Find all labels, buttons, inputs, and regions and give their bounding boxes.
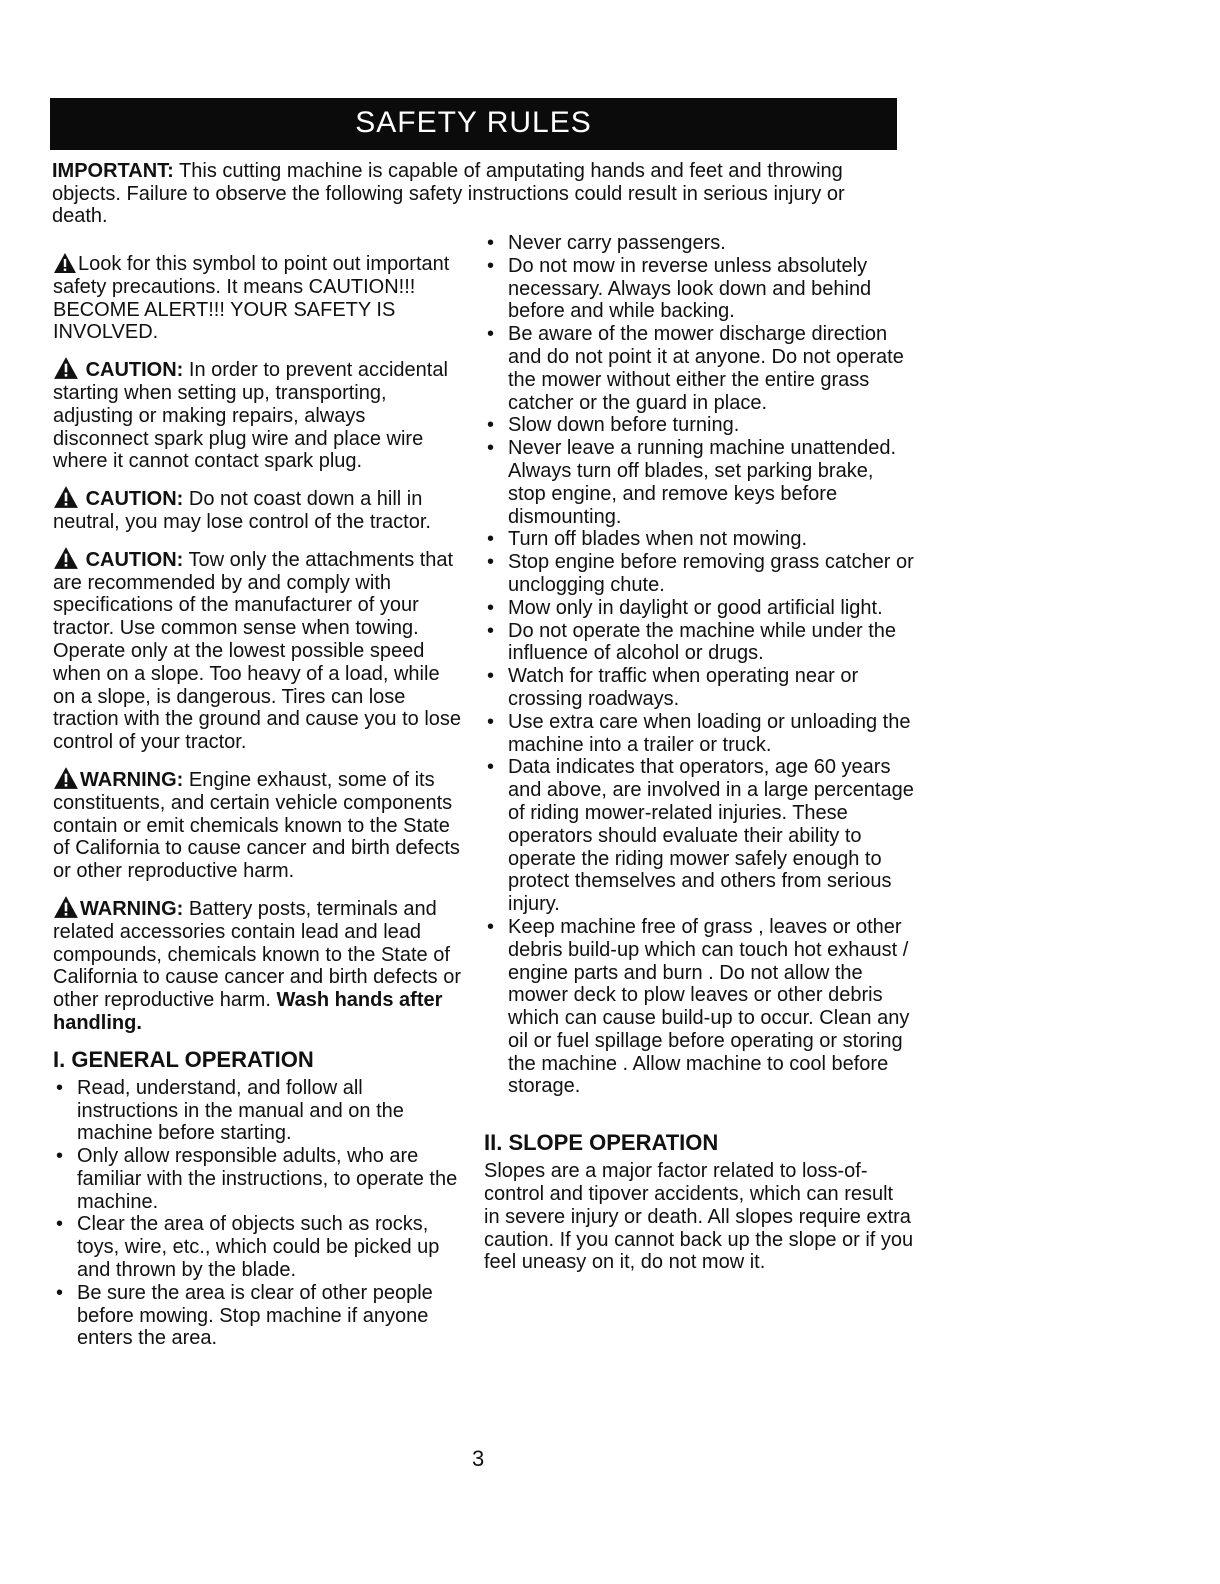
list-item-text: Do not mow in reverse unless absolutely necessary. Always look down and behind before and while backing. <box>508 254 872 323</box>
list-item <box>53 1282 463 1350</box>
left-column <box>53 252 463 1350</box>
bullet-icon: • <box>56 1213 64 1236</box>
warning-label: WARNING: <box>80 768 184 791</box>
bullet-icon: • <box>487 756 495 779</box>
list-item-text: Never leave a running machine unattended. Always turn off blades, set parking brake, stop engine, and remove keys before dismounting. <box>508 437 897 528</box>
bullet-icon: • <box>56 1281 64 1304</box>
warning-triangle-icon <box>53 252 77 274</box>
symbol-note <box>53 252 463 344</box>
warning-triangle-icon <box>53 766 79 790</box>
list-item <box>484 323 914 414</box>
list-item-text: Mow only in daylight or good artificial light. <box>508 596 883 619</box>
bullet-icon: • <box>487 710 495 733</box>
list-item <box>484 756 914 916</box>
general-operation-heading: I. GENERAL OPERATION <box>53 1046 314 1072</box>
bullet-icon: • <box>487 254 495 277</box>
caution-label: CAUTION: <box>85 359 184 382</box>
list-item <box>484 620 914 666</box>
list-item-text: Slow down before turning. <box>508 414 740 437</box>
bullet-icon: • <box>487 414 495 437</box>
bullet-icon: • <box>487 619 495 642</box>
title-banner <box>50 98 897 150</box>
warning-triangle-icon <box>53 895 79 919</box>
caution-block <box>53 356 463 473</box>
warning-block <box>53 895 463 1035</box>
general-operation-list <box>53 1077 463 1351</box>
caution-text: In order to prevent accidental starting when setting up, transporting, adjusting or making repairs, always disconnect spark plug wire and place wire where it cannot contact spark plug. <box>53 359 448 473</box>
bullet-icon: • <box>56 1145 64 1168</box>
list-item-text: Data indicates that operators, age 60 years and above, are involved in a large percentage of riding mower-related injuries. These operators should evaluate their ability to operate the riding mower safely enough to protect themselves and others from serious injury. <box>508 756 914 916</box>
list-item-text: Read, understand, and follow all instructions in the manual and on the machine before starting. <box>77 1076 404 1145</box>
list-item <box>484 232 914 255</box>
bullet-icon: • <box>56 1076 64 1099</box>
page-number: 3 <box>472 1446 485 1471</box>
caution-label: CAUTION: <box>85 548 184 571</box>
bullet-icon: • <box>487 915 495 938</box>
page-title: SAFETY RULES <box>355 106 592 139</box>
important-text: This cutting machine is capable of amputating hands and feet and throwing objects. Failure to observe the following safety instructions could result in serious injury or death. <box>52 160 845 227</box>
list-item <box>484 665 914 711</box>
bullet-icon: • <box>487 437 495 460</box>
warning-triangle-icon <box>53 356 79 380</box>
bullet-icon: • <box>487 323 495 346</box>
warning-label: WARNING: <box>80 897 184 920</box>
list-item-text: Clear the area of objects such as rocks, toys, wire, etc., which could be picked up and thrown by the blade. <box>77 1213 440 1282</box>
caution-text: Tow only the attachments that are recommended by and comply with specifications of the manufacturer of your tractor. Use common sense when towing. Operate only at the lowest possible speed when on a slope. Too heavy of a load, while on a slope, is dangerous. Tires can lose traction with the ground and cause you to lose control of your tractor. <box>53 548 462 754</box>
list-item <box>53 1145 463 1213</box>
warning-triangle-icon <box>53 485 79 509</box>
caution-text: Do not coast down a hill in neutral, you may lose control of the tractor. <box>53 488 431 533</box>
list-item-text: Use extra care when loading or unloading the machine into a trailer or truck. <box>508 710 911 756</box>
safety-rules-list <box>484 232 914 1098</box>
list-item <box>53 1213 463 1281</box>
list-item-text: Only allow responsible adults, who are familiar with the instructions, to operate the machine. <box>77 1145 458 1213</box>
caution-block <box>53 485 463 534</box>
warning-text: Battery posts, terminals and related accessories contain lead and lead compounds, chemicals known to the State of California to cause cancer and birth defects or other reproductive harm. <box>53 897 461 1012</box>
warning-triangle-icon <box>53 546 79 570</box>
list-item <box>53 1077 463 1145</box>
list-item-text: Turn off blades when not mowing. <box>508 528 808 551</box>
bullet-icon: • <box>487 551 495 574</box>
list-item-text: Stop engine before removing grass catcher or unclogging chute. <box>508 551 914 596</box>
right-column <box>484 232 914 1274</box>
bullet-icon: • <box>487 232 495 254</box>
symbol-note-text: Look for this symbol to point out important safety precautions. It means CAUTION!!! BECOME ALERT!!! YOUR SAFETY IS INVOLVED. <box>53 253 450 344</box>
list-item <box>484 414 914 437</box>
list-item-text: Be sure the area is clear of other people before mowing. Stop machine if anyone enters the area. <box>77 1281 433 1350</box>
important-notice <box>52 160 872 228</box>
list-item <box>484 255 914 323</box>
bullet-icon: • <box>487 596 495 619</box>
list-item <box>484 916 914 1098</box>
list-item <box>484 551 914 597</box>
list-item-text: Watch for traffic when operating near or crossing roadways. <box>508 665 859 710</box>
list-item-text: Never carry passengers. <box>508 232 726 254</box>
list-item <box>484 528 914 551</box>
important-label: IMPORTANT: <box>52 160 174 182</box>
bullet-icon: • <box>487 665 495 688</box>
list-item-text: Do not operate the machine while under the influence of alcohol or drugs. <box>508 619 897 665</box>
bullet-icon: • <box>487 528 495 551</box>
warning-text: Engine exhaust, some of its constituents, and certain vehicle components contain or emit chemicals known to the State of California to cause cancer and birth defects or other reproductive harm. <box>53 768 460 883</box>
warning-block <box>53 766 463 883</box>
warning-bold-tail: Wash hands after handling. <box>53 989 443 1034</box>
list-item <box>484 597 914 620</box>
list-item <box>484 711 914 757</box>
caution-label: CAUTION: <box>85 488 184 511</box>
list-item <box>484 437 914 528</box>
list-item-text: Keep machine free of grass , leaves or other debris build-up which can touch hot exhaust / engine parts and burn . Do not allow the mower deck to plow leaves or other debris which can cause build-up to occur. Clean any oil or fuel spillage before operating or storing the machine . Allow machine to cool before storage. <box>508 915 910 1098</box>
list-item-text: Be aware of the mower discharge direction and do not point it at anyone. Do not operate the mower without either the entire grass catcher or the guard in place. <box>508 323 904 414</box>
slope-operation-text: Slopes are a major factor related to loss-of-control and tipover accidents, which can result in severe injury or death. All slopes require extra caution. If you cannot back up the slope or if you feel uneasy on it, do not mow it. <box>484 1160 914 1274</box>
caution-block <box>53 546 463 754</box>
slope-operation-heading: II. SLOPE OPERATION <box>484 1130 719 1156</box>
